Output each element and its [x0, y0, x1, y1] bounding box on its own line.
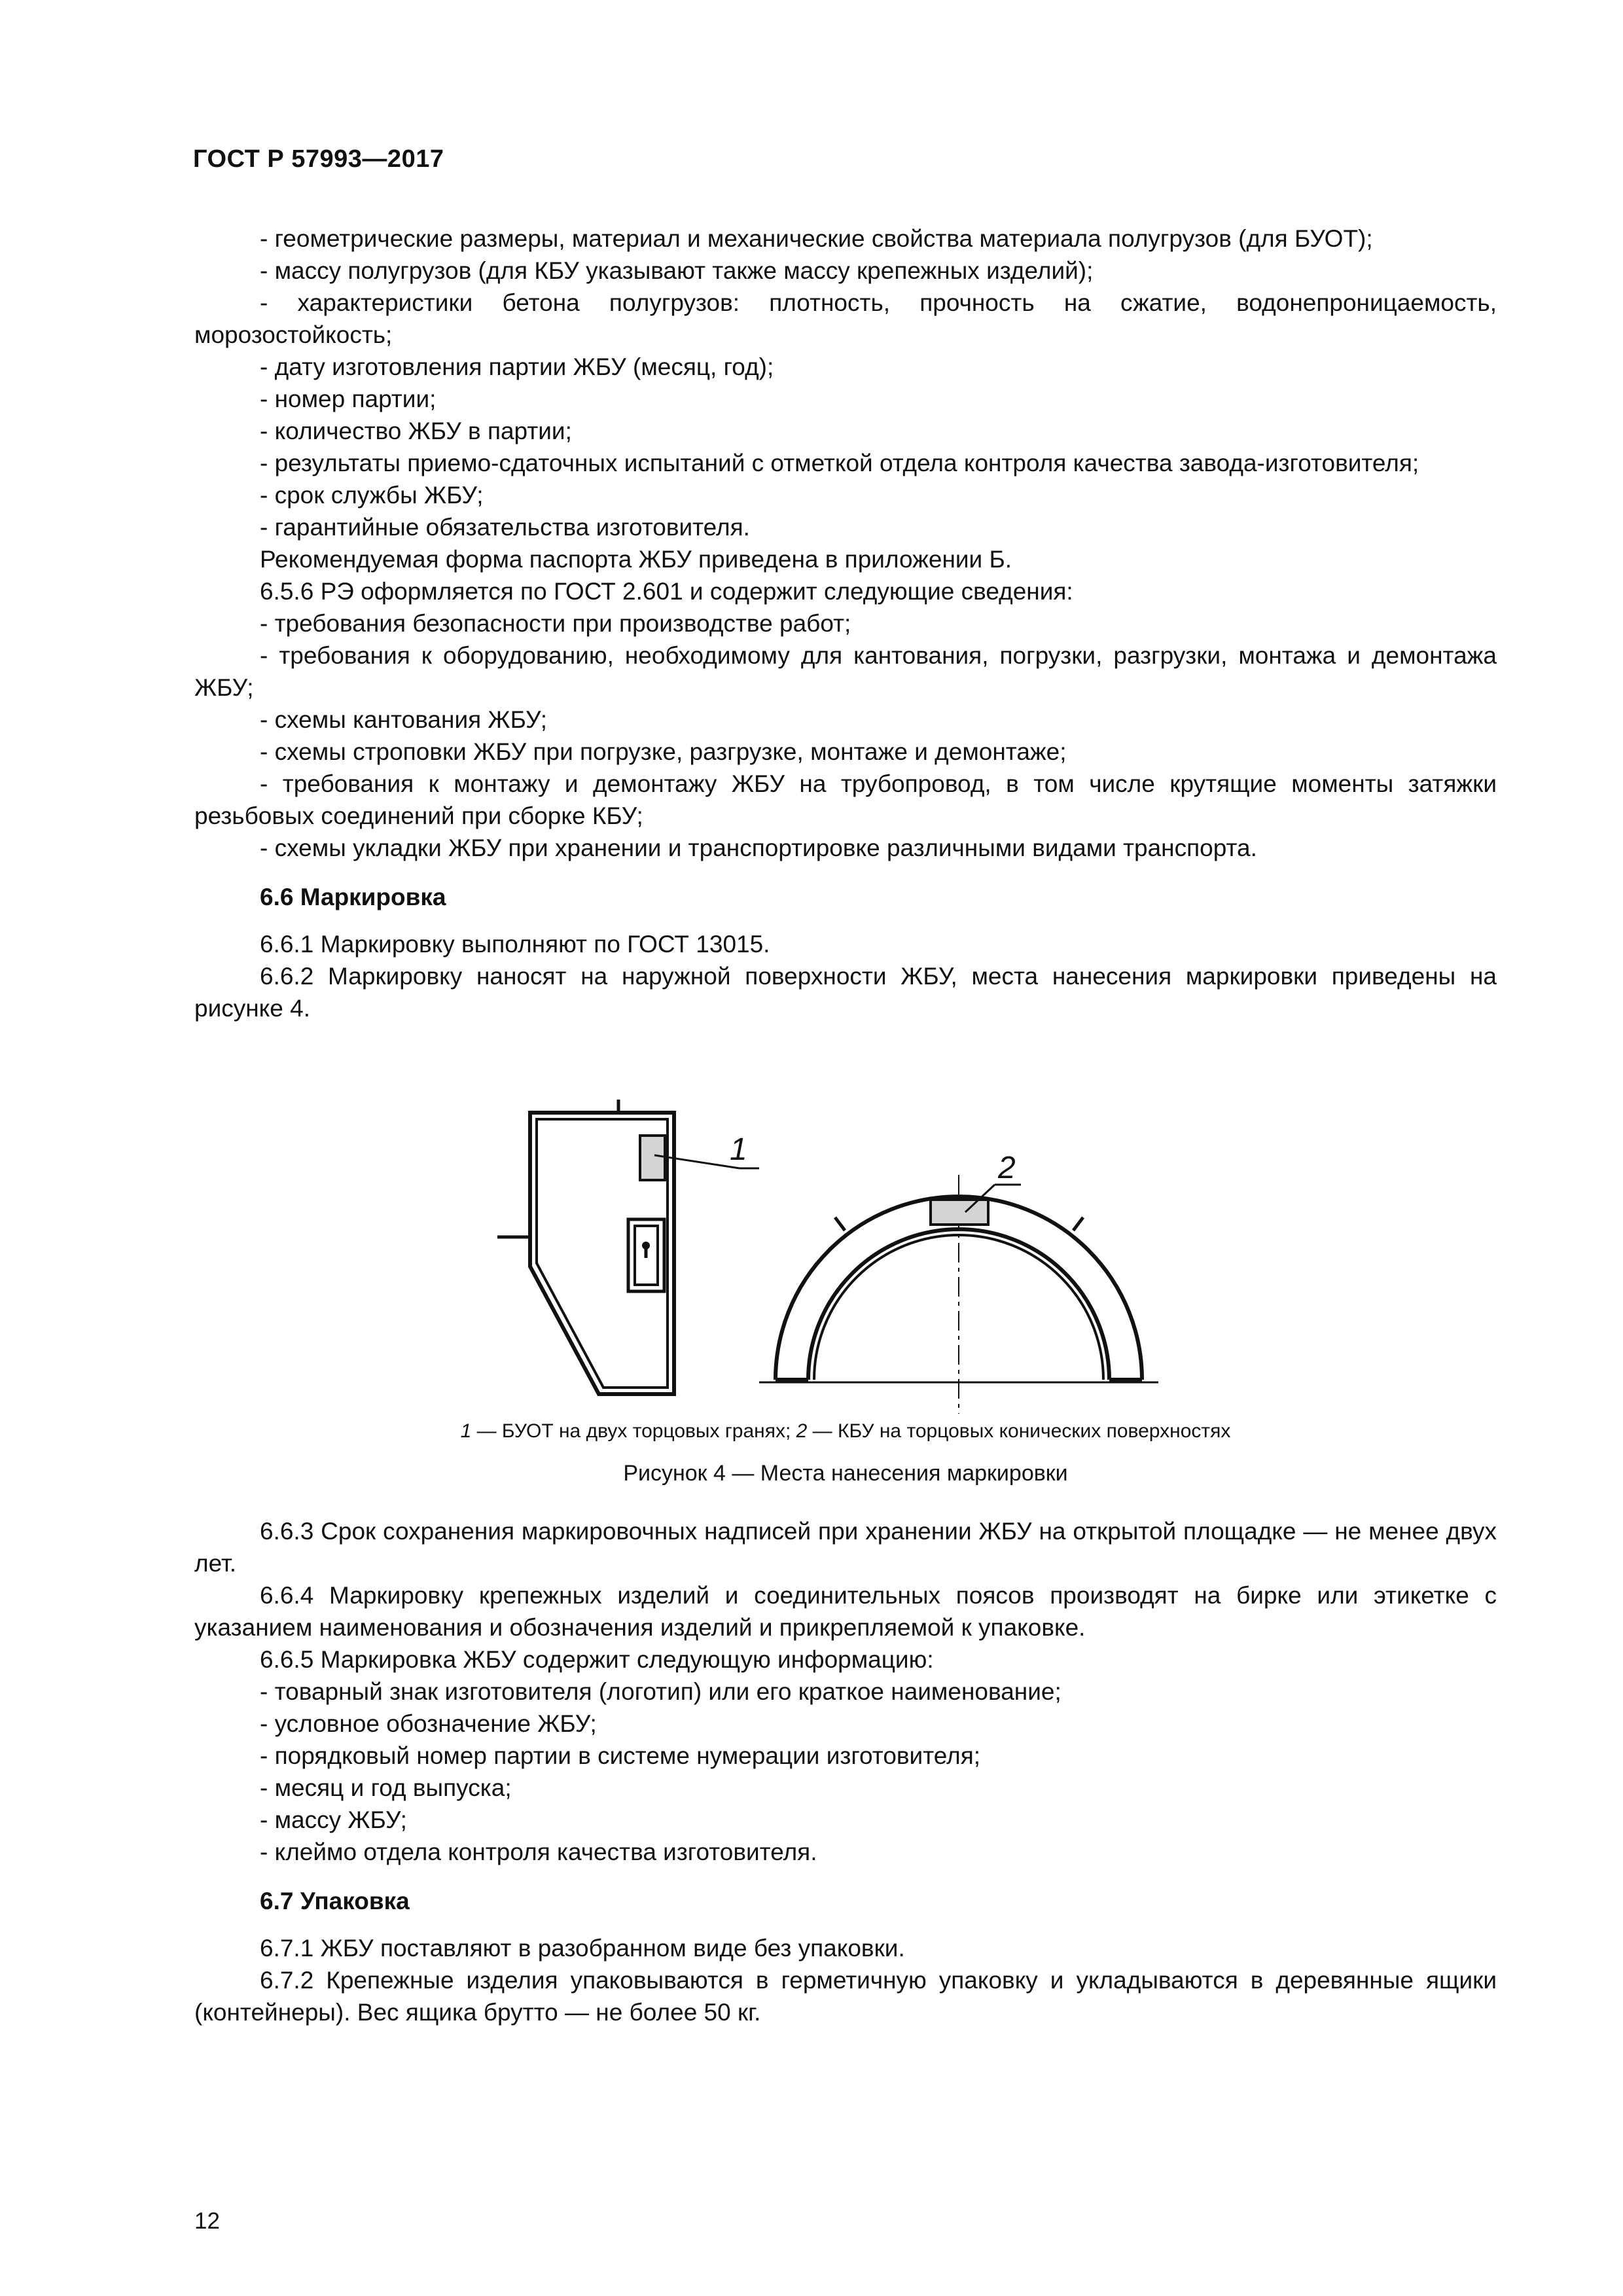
- marking-area-kbu: [931, 1200, 988, 1225]
- paragraph: - номер партии;: [260, 386, 437, 412]
- paragraph: - требования к монтажу и демонтажу ЖБУ на трубопровод, в том числе крутящие моменты затяжки резьбовых соединений при сборке КБУ;: [194, 770, 1497, 829]
- marking-area-buot: [640, 1136, 665, 1180]
- figure-title: Рисунок 4 — Места нанесения маркировки: [623, 1461, 1068, 1486]
- figure-label-1: 1: [730, 1132, 747, 1167]
- section-heading-packaging: 6.7 Упаковка: [260, 1888, 410, 1914]
- paragraph: - количество ЖБУ в партии;: [260, 418, 572, 444]
- legend-num-1: 1: [460, 1420, 472, 1442]
- figure-label-2: 2: [998, 1151, 1016, 1185]
- paragraph: 6.6.5 Маркировка ЖБУ содержит следующую информацию:: [260, 1646, 934, 1673]
- paragraph: Рекомендуемая форма паспорта ЖБУ приведена в приложении Б.: [260, 546, 1012, 573]
- paragraph: 6.5.6 РЭ оформляется по ГОСТ 2.601 и содержит следующие сведения:: [260, 578, 1073, 605]
- paragraph: 6.7.2 Крепежные изделия упаковываются в герметичную упаковку и укладываются в деревянные ящики (контейнеры). Вес ящика брутто — не более 50 кг.: [194, 1967, 1497, 2026]
- paragraph: - порядковый номер партии в системе нумерации изготовителя;: [260, 1742, 981, 1769]
- paragraph: - массу полугрузов (для КБУ указывают также массу крепежных изделий);: [260, 257, 1094, 284]
- paragraph: - товарный знак изготовителя (логотип) или его краткое наименование;: [260, 1678, 1061, 1705]
- document-header: ГОСТ Р 57993—2017: [193, 145, 444, 173]
- legend-num-2: 2: [796, 1420, 808, 1442]
- paragraph: - характеристики бетона полугрузов: плотность, прочность на сжатие, водонепроницаемость, морозостойкость;: [194, 289, 1497, 348]
- figure-4-marking-locations: [497, 1086, 1270, 1414]
- paragraph: - схемы укладки ЖБУ при хранении и транспортировке различными видами транспорта.: [260, 834, 1257, 861]
- paragraph: 6.6.3 Срок сохранения маркировочных надписей при хранении ЖБУ на открытой площадке — не менее двух лет.: [194, 1518, 1497, 1577]
- section-heading-marking: 6.6 Маркировка: [260, 884, 446, 910]
- paragraph: - схемы строповки ЖБУ при погрузке, разгрузке, монтаже и демонтаже;: [260, 738, 1067, 765]
- marking-requirements-section: [194, 1515, 1497, 2028]
- legend-text-1: — БУОТ на двух торцовых гранях;: [471, 1420, 796, 1442]
- paragraph: - результаты приемо-сдаточных испытаний с отметкой отдела контроля качества завода-изготовителя;: [260, 450, 1419, 476]
- paragraph: - условное обозначение ЖБУ;: [260, 1710, 597, 1737]
- paragraph: - требования безопасности при производстве работ;: [260, 610, 851, 637]
- paragraph: - клеймо отдела контроля качества изготовителя.: [260, 1839, 817, 1865]
- paragraph: - требования к оборудованию, необходимому для кантования, погрузки, разгрузки, монтажа и демонтажа ЖБУ;: [194, 642, 1497, 701]
- paragraph: 6.6.2 Маркировку наносят на наружной поверхности ЖБУ, места нанесения маркировки приведены на рисунке 4.: [194, 963, 1497, 1022]
- figure-legend: [194, 1420, 1497, 1443]
- paragraph: - срок службы ЖБУ;: [260, 482, 484, 509]
- paragraph: - гарантийные обязательства изготовителя.: [260, 514, 750, 541]
- passport-contents-section: [194, 223, 1497, 1024]
- legend-text-2: — КБУ на торцовых конических поверхностях: [807, 1420, 1231, 1442]
- paragraph: - массу ЖБУ;: [260, 1806, 407, 1833]
- page-number: 12: [194, 2208, 220, 2234]
- paragraph: - геометрические размеры, материал и механические свойства материала полугрузов (для БУОТ);: [260, 225, 1373, 252]
- paragraph: - дату изготовления партии ЖБУ (месяц, год);: [260, 353, 774, 380]
- paragraph: - месяц и год выпуска;: [260, 1774, 512, 1801]
- paragraph: 6.6.1 Маркировку выполняют по ГОСТ 13015.: [260, 931, 770, 958]
- paragraph: 6.6.4 Маркировку крепежных изделий и соединительных поясов производят на бирке или этикетке с указанием наименования и обозначения изделий и прикрепляемой к упаковке.: [194, 1582, 1497, 1641]
- paragraph: 6.7.1 ЖБУ поставляют в разобранном виде без упаковки.: [260, 1935, 905, 1962]
- paragraph: - схемы кантования ЖБУ;: [260, 706, 547, 733]
